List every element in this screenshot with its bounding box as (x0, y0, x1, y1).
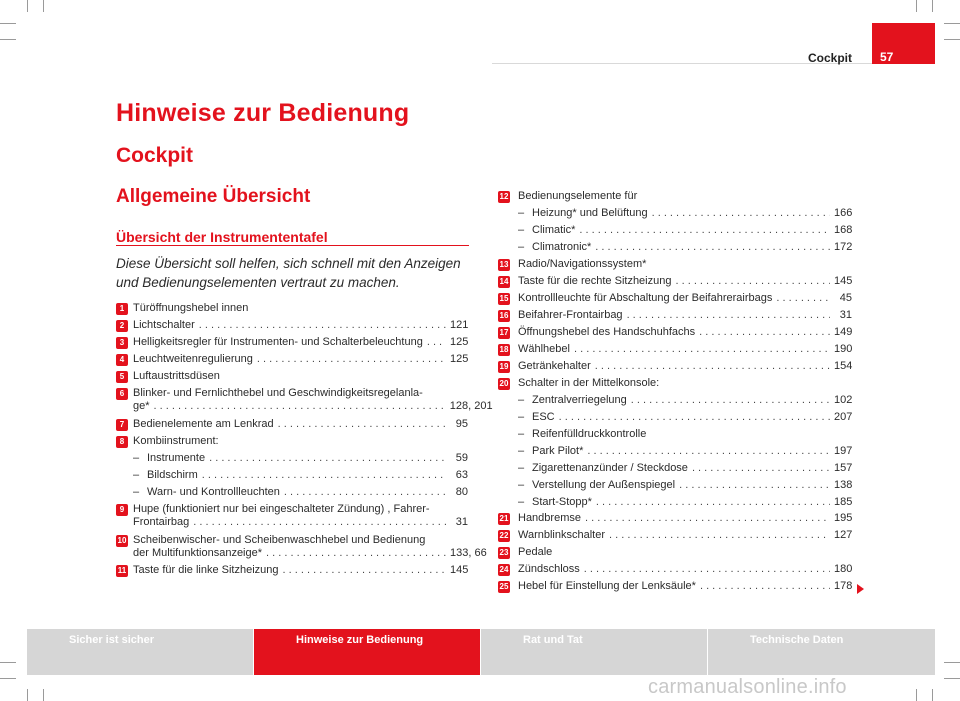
toc-subentry[interactable]: – Start-Stopp* . . . 185 (518, 494, 852, 510)
toc-entry[interactable]: Öffnungshebel des Handschuhfachs . . . 149 (518, 324, 852, 340)
toc-entry[interactable]: Warnblinkschalter . . . 127 (518, 527, 852, 543)
arrow-right-icon (857, 584, 864, 594)
toc-entry: Schalter in der Mittelkonsole: (518, 377, 660, 389)
toc-subentry[interactable]: – ESC . . . 207 (518, 409, 852, 425)
crop-mark (932, 0, 933, 12)
tab-technische-daten[interactable]: Technische Daten (708, 629, 935, 675)
toc-subentry[interactable]: – Park Pilot* . . . 197 (518, 443, 852, 459)
topic-rule (116, 245, 469, 246)
chapter-title: Hinweise zur Bedienung (116, 99, 410, 127)
toc-entry[interactable]: Beifahrer-Frontairbag . . . 31 (518, 307, 852, 323)
item-badge: 12 (499, 192, 509, 201)
toc-entry[interactable]: Kontrollleuchte für Abschaltung der Beifahrerairbags . . . 45 (518, 290, 852, 306)
toc-subentry[interactable]: – Climatic* . . . 168 (518, 222, 852, 238)
item-badge: 11 (117, 566, 127, 575)
crop-mark (43, 0, 44, 12)
toc-entry[interactable]: Bedienelemente am Lenkrad . . . 95 (133, 416, 468, 432)
item-badge: 2 (116, 320, 128, 332)
toc-entry[interactable]: Getränkehalter . . . 154 (518, 358, 852, 374)
item-badge: 20 (499, 379, 509, 388)
crop-mark (916, 689, 917, 701)
crop-mark (27, 0, 28, 12)
toc-entry[interactable]: Helligkeitsregler für Instrumenten- und Schalterbeleuchtung . . . 125 (133, 334, 468, 350)
item-badge: 19 (499, 362, 509, 371)
toc-entry: Pedale (518, 546, 553, 558)
crop-mark (944, 678, 960, 679)
crop-mark (944, 662, 960, 663)
crop-mark (944, 23, 960, 24)
watermark: carmanualsonline.info (648, 676, 847, 698)
toc-entry: Kombiinstrument: (133, 435, 219, 447)
chapter-nav (27, 629, 935, 675)
item-badge: 15 (499, 294, 509, 303)
crop-mark (0, 662, 16, 663)
crop-mark (0, 23, 16, 24)
toc-entry: Scheibenwischer- und Scheibenwaschhebel und Bedienung (133, 534, 426, 546)
intro-text: Diese Übersicht soll helfen, sich schnell mit den Anzeigen und Bedienungselementen vertraut zu machen. (116, 256, 461, 290)
toc-entry[interactable]: Zündschloss . . . 180 (518, 561, 852, 577)
tab-hinweise-zur-bedienung[interactable]: Hinweise zur Bedienung (254, 629, 481, 675)
toc-subentry[interactable]: – Zigarettenanzünder / Steckdose . . . 157 (518, 460, 852, 476)
crop-mark (932, 689, 933, 701)
item-badge: 7 (116, 419, 128, 431)
item-badge: 10 (117, 536, 127, 545)
running-header: Cockpit (807, 51, 852, 65)
item-badge: 8 (116, 436, 128, 448)
toc-subentry[interactable]: – Bildschirm . . . 63 (133, 467, 468, 483)
section-title: Cockpit (116, 144, 194, 167)
toc-subentry: – Reifenfülldruckkontrolle (518, 428, 647, 440)
toc-entry[interactable]: Taste für die linke Sitzheizung . . . 145 (133, 562, 468, 578)
crop-mark (43, 689, 44, 701)
item-badge: 25 (499, 582, 509, 591)
item-badge: 23 (499, 548, 509, 557)
crop-mark (27, 689, 28, 701)
toc-entry: Radio/Navigationssystem* (518, 258, 647, 270)
item-badge: 6 (116, 388, 128, 400)
page-number: 57 (872, 23, 935, 64)
item-badge: 22 (499, 531, 509, 540)
item-badge: 18 (499, 345, 509, 354)
item-badge: 1 (116, 303, 128, 315)
item-badge: 17 (499, 328, 509, 337)
topic-title: Übersicht der Instrumententafel (116, 229, 328, 245)
toc-entry[interactable]: ge* . . . 128, 201 (133, 398, 468, 414)
toc-entry[interactable]: Taste für die rechte Sitzheizung . . . 145 (518, 273, 852, 289)
tab-sicher-ist-sicher[interactable]: Sicher ist sicher (27, 629, 254, 675)
toc-entry[interactable]: Lichtschalter . . . 121 (133, 317, 468, 333)
toc-subentry[interactable]: – Heizung* und Belüftung . . . 166 (518, 205, 852, 221)
toc-subentry[interactable]: – Verstellung der Außenspiegel . . . 138 (518, 477, 852, 493)
toc-entry: Luftaustrittsdüsen (133, 370, 220, 382)
item-badge: 4 (116, 354, 128, 366)
item-badge: 24 (499, 565, 509, 574)
crop-mark (916, 0, 917, 12)
toc-entry[interactable]: Leuchtweitenregulierung . . . 125 (133, 351, 468, 367)
subsection-title: Allgemeine Übersicht (116, 186, 311, 207)
toc-subentry[interactable]: – Zentralverriegelung . . . 102 (518, 392, 852, 408)
tab-rat-und-tat[interactable]: Rat und Tat (481, 629, 708, 675)
item-badge: 9 (116, 504, 128, 516)
item-badge: 16 (499, 311, 509, 320)
item-badge: 5 (116, 371, 128, 383)
toc-entry: Blinker- und Fernlichthebel und Geschwindigkeitsregelanla- (133, 387, 423, 399)
item-badge: 14 (499, 277, 509, 286)
toc-subentry[interactable]: – Warn- und Kontrollleuchten . . . 80 (133, 484, 468, 500)
toc-entry[interactable]: Hebel für Einstellung der Lenksäule* . . . 178 (518, 578, 864, 594)
toc-entry: Bedienungselemente für (518, 190, 638, 202)
toc-entry[interactable]: Wählhebel . . . 190 (518, 341, 852, 357)
item-badge: 3 (116, 337, 128, 349)
crop-mark (0, 39, 16, 40)
toc-entry[interactable]: der Multifunktionsanzeige* . . . 133, 66 (133, 545, 468, 561)
crop-mark (944, 39, 960, 40)
toc-subentry[interactable]: – Climatronic* . . . 172 (518, 239, 852, 255)
toc-entry[interactable]: Handbremse . . . 195 (518, 510, 852, 526)
toc-subentry[interactable]: – Instrumente . . . 59 (133, 450, 468, 466)
item-badge: 13 (499, 260, 509, 269)
crop-mark (0, 678, 16, 679)
toc-entry: Hupe (funktioniert nur bei eingeschalteter Zündung) , Fahrer- (133, 503, 430, 515)
toc-entry[interactable]: Frontairbag . . . 31 (133, 514, 468, 530)
item-badge: 21 (499, 514, 509, 523)
toc-entry: Türöffnungshebel innen (133, 302, 249, 314)
